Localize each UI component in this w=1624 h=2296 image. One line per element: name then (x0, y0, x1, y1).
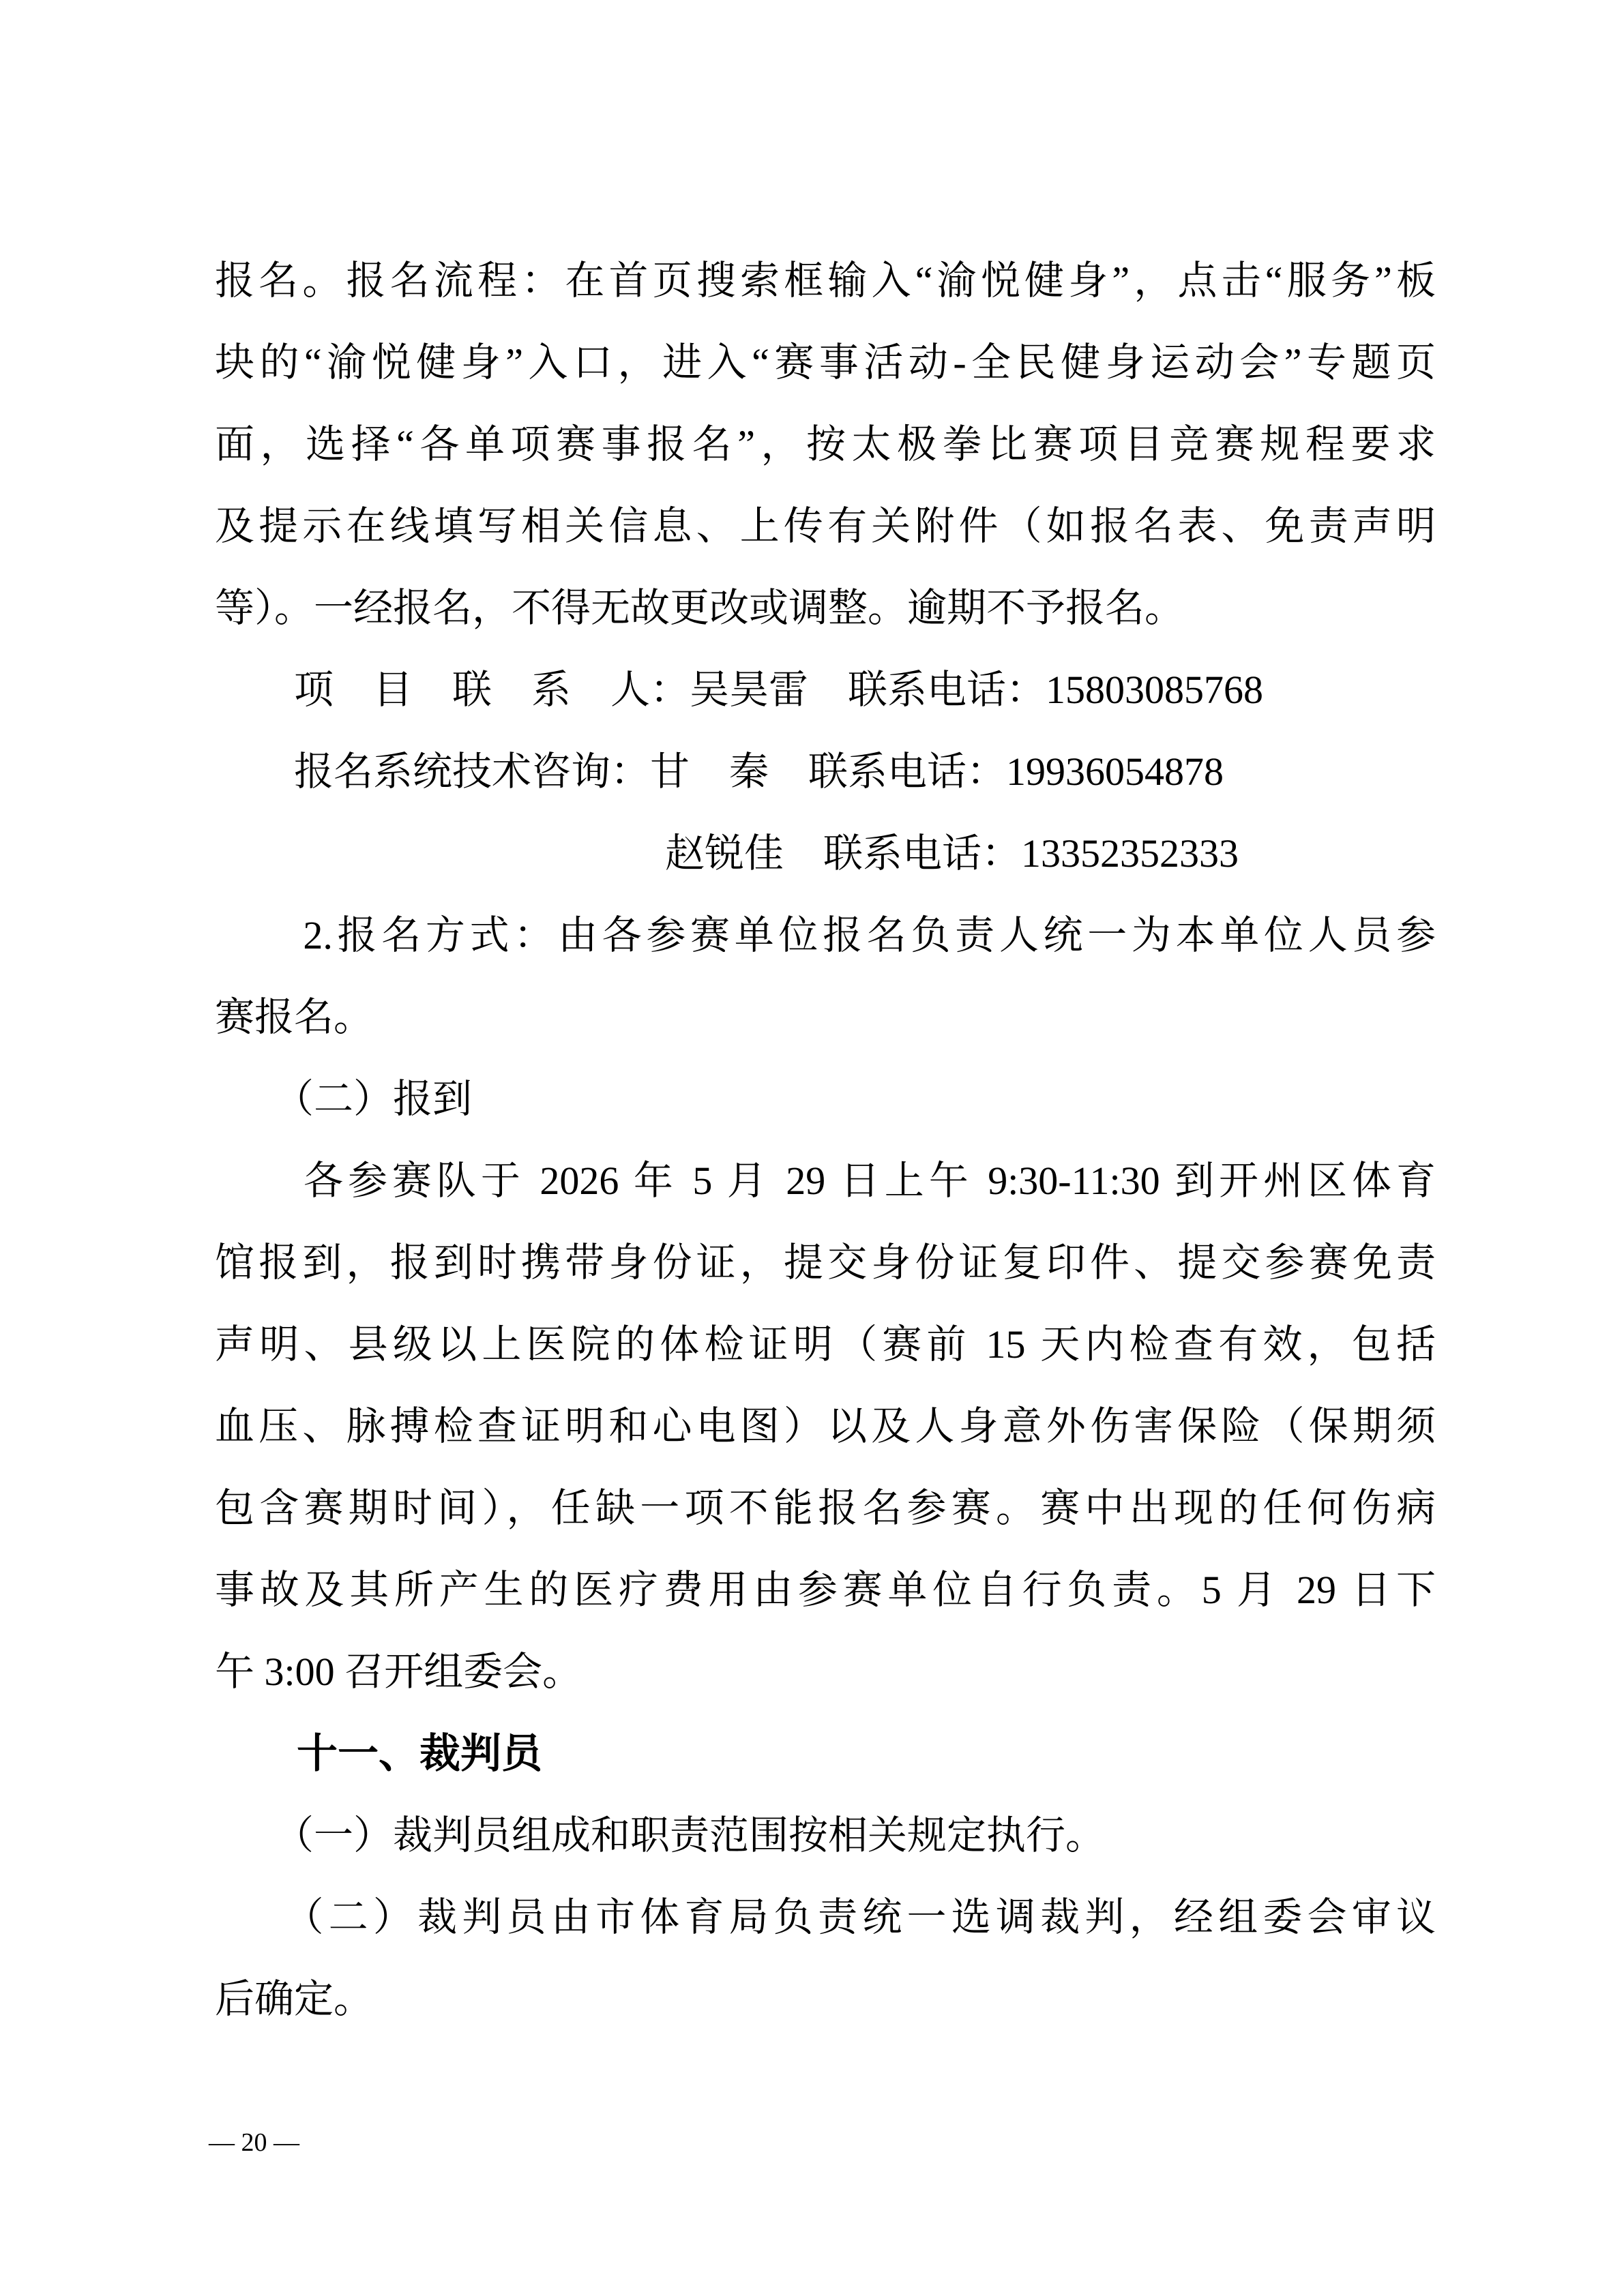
text-line: （二）报到 (215, 1077, 473, 1121)
page-number: — 20 — (209, 2128, 299, 2157)
text-line: 赛报名。 (215, 995, 374, 1039)
text-line: 馆报到，报到时携带身份证，提交身份证复印件、提交参赛免责 (215, 1240, 1436, 1285)
text-line: 面，选择“各单项赛事报名”，按太极拳比赛项目竞赛规程要求 (215, 422, 1436, 466)
text-line: 事故及其所产生的医疗费用由参赛单位自行负责。5 月 29 日下 (215, 1568, 1436, 1612)
text-line: 包含赛期时间），任缺一项不能报名参赛。赛中出现的任何伤病 (215, 1486, 1436, 1530)
text-line: 十一、裁判员 (215, 1731, 542, 1776)
text-line: 2.报名方式：由各参赛单位报名负责人统一为本单位人员参 (215, 913, 1436, 957)
text-line: （二）裁判员由市体育局负责统一选调裁判，经组委会审议 (215, 1895, 1436, 1939)
text-line: 血压、脉搏检查证明和心电图）以及人身意外伤害保险（保期须 (215, 1404, 1436, 1448)
document-body (215, 240, 1436, 2040)
text-line: 声明、县级以上医院的体检证明（赛前 15 天内检查有效，包括 (215, 1322, 1436, 1367)
text-line: （一）裁判员组成和职责范围按相关规定执行。 (215, 1813, 1106, 1858)
text-line: 块的“渝悦健身”入口，进入“赛事活动-全民健身运动会”专题页 (215, 340, 1436, 385)
text-line: 及提示在线填写相关信息、上传有关附件（如报名表、免责声明 (215, 504, 1436, 548)
text-line: 各参赛队于 2026 年 5 月 29 日上午 9:30-11:30 到开州区体育 (215, 1159, 1436, 1203)
text-line: 赵锐佳 联系电话：13352352333 (665, 831, 1239, 876)
text-line: 午 3:00 召开组委会。 (215, 1650, 582, 1694)
text-line: 后确定。 (215, 1977, 374, 2021)
text-line: 项 目 联 系 人：吴昊雷 联系电话：15803085768 (215, 668, 1264, 712)
text-line: 报名系统技术咨询：甘 秦 联系电话：19936054878 (215, 749, 1224, 794)
text-line: 报名。报名流程：在首页搜索框输入“渝悦健身”，点击“服务”板 (215, 258, 1436, 303)
text-line: 等）。一经报名，不得无故更改或调整。逾期不予报名。 (215, 586, 1185, 630)
